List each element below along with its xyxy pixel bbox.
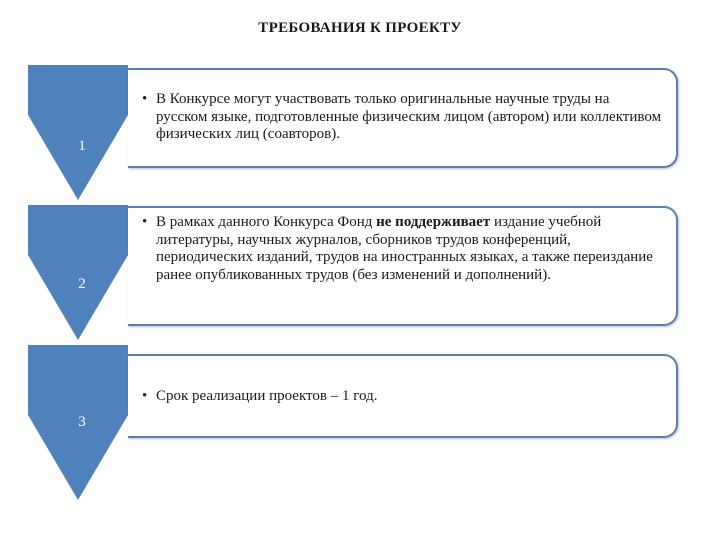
step-text-1: В Конкурсе могут участвовать только оригинальные научные труды на русском языке, подготовленные физическим лицом (автором) или коллективом физических лиц (соавторов). bbox=[156, 91, 662, 142]
step-arrow-1 bbox=[28, 65, 128, 200]
step-text-3: Срок реализации проектов – 1 год. bbox=[156, 388, 378, 404]
step-text-2-end: издание учебной литературы, научных журналов, сборников трудов конференций, периодических изданий, трудов на иностранных языках, а также переиздание ранее опубликованных трудов (без изменений и дополнений). bbox=[156, 214, 653, 283]
step-text-2-emphasis: не поддерживает bbox=[376, 214, 491, 230]
step-card-1 bbox=[128, 68, 678, 168]
step-text-2-start: В рамках данного Конкурса Фонд bbox=[156, 214, 377, 230]
step-number-2: 2 bbox=[78, 276, 86, 292]
step-arrow-2 bbox=[28, 205, 128, 340]
step-card-3 bbox=[128, 354, 678, 438]
bullet-icon: • bbox=[142, 91, 148, 107]
page-title: ТРЕБОВАНИЯ К ПРОЕКТУ bbox=[258, 20, 462, 36]
step-card-2 bbox=[128, 206, 678, 326]
step-number-1: 1 bbox=[78, 138, 86, 154]
bullet-icon: • bbox=[142, 388, 148, 404]
step-number-3: 3 bbox=[78, 414, 86, 430]
bullet-icon: • bbox=[142, 214, 148, 230]
